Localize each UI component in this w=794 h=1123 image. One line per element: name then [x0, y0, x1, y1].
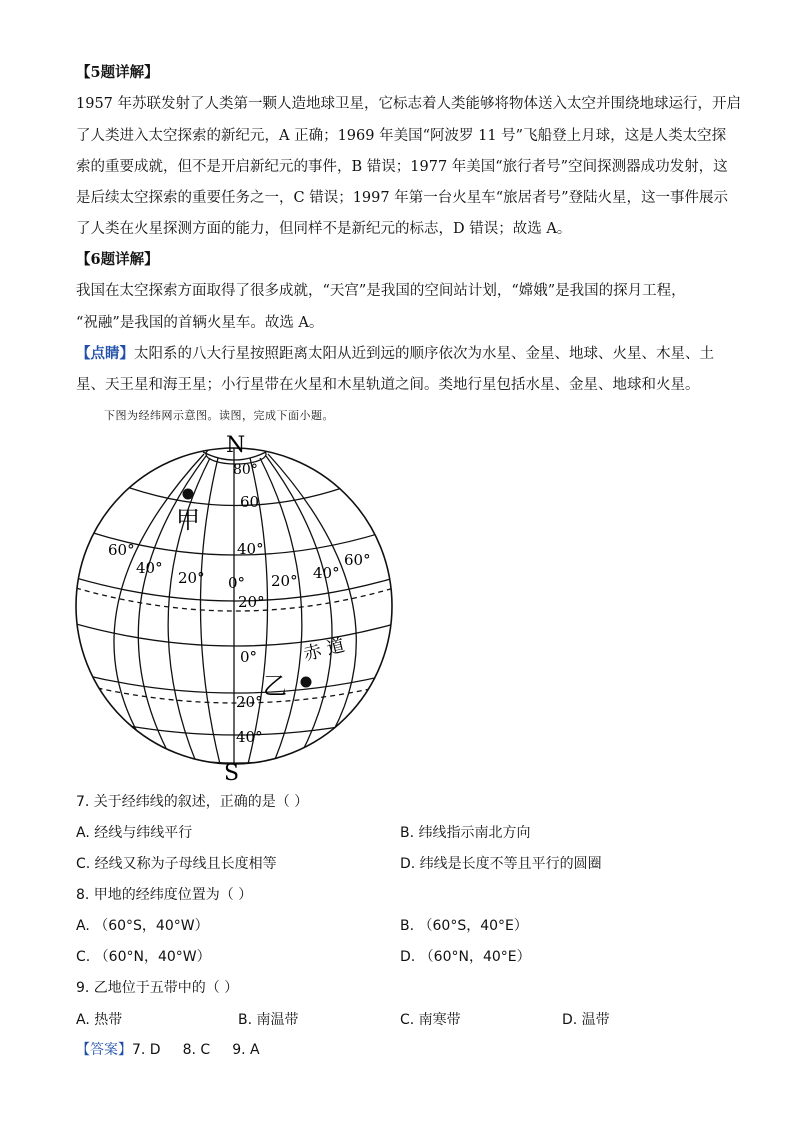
lat-label: 40°: [236, 728, 263, 746]
question-7-option-b[interactable]: B. 纬线指示南北方向: [400, 825, 531, 841]
question-8-option-a[interactable]: A. （60°S，40°W）: [76, 918, 209, 934]
question-9-option-c[interactable]: C. 南寒带: [400, 1012, 461, 1028]
figure-caption: 下图为经纬网示意图。读图，完成下面小题。: [104, 409, 334, 422]
question-7-option-a[interactable]: A. 经线与纬线平行: [76, 825, 193, 841]
lon-label: 60°: [108, 541, 135, 559]
point-yi-marker: [301, 677, 312, 688]
lon-label: 0°: [228, 574, 246, 592]
point-jia-marker: [183, 489, 194, 500]
question-9-stem: 9. 乙地位于五带中的（ ）: [76, 980, 239, 996]
equator-label: 赤 道: [301, 634, 347, 666]
question-8-option-d[interactable]: D. （60°N，40°E）: [400, 949, 531, 965]
explain5-heading: 【5题详解】: [76, 64, 159, 81]
question-7-option-c[interactable]: C. 经线又称为子母线且长度相等: [76, 856, 277, 872]
lat-label: 40°: [237, 540, 264, 558]
answer-item: 7. D: [132, 1042, 161, 1058]
answer-item: 8. C: [182, 1042, 211, 1058]
point-jia-label: 甲: [176, 506, 200, 534]
answer-item: 9. A: [232, 1042, 260, 1058]
question-9-option-a[interactable]: A. 热带: [76, 1012, 123, 1028]
explain5-line: 了人类进入太空探索的新纪元，A 正确；1969 年美国“阿波罗 11 号”飞船登上月球，这是人类太空探: [76, 128, 727, 144]
lon-label: 20°: [271, 572, 298, 590]
answer-tag: 【答案】: [76, 1042, 132, 1058]
north-label: N: [226, 433, 246, 458]
lat-label: 0°: [240, 648, 258, 666]
lon-label: 60°: [344, 551, 371, 569]
question-8-stem: 8. 甲地的经纬度位置为（ ）: [76, 887, 253, 903]
lon-label: 40°: [136, 559, 163, 577]
dianjing-tag: 【点睛】: [76, 345, 134, 362]
dianjing-text: 太阳系的八大行星按照距离太阳从近到远的顺序依次为水星、金星、地球、火星、木星、土: [134, 346, 714, 362]
explain6-line: “祝融”是我国的首辆火星车。故选 A。: [76, 315, 324, 331]
explain5-line: 了人类在火星探测方面的能力，但同样不是新纪元的标志，D 错误；故选 A。: [76, 221, 572, 237]
lat-label: 20°: [238, 593, 265, 611]
question-7-option-d[interactable]: D. 纬线是长度不等且平行的圆圈: [400, 856, 602, 872]
dianjing-line: [76, 344, 714, 364]
lon-label: 20°: [178, 569, 205, 587]
dianjing-line: 星、天王星和海王星；小行星带在火星和木星轨道之间。类地行星包括水星、金星、地球和火星。: [76, 377, 700, 393]
lat-label: 20°: [236, 693, 263, 711]
answer-line: [76, 1040, 260, 1060]
south-label: S: [224, 761, 240, 786]
point-yi-label: 乙: [263, 672, 287, 700]
explain6-line: 我国在太空探索方面取得了很多成就，“天宫”是我国的空间站计划，“嫦娥”是我国的探月工程，: [76, 283, 686, 299]
lat-label: 60: [240, 493, 260, 511]
question-9-option-b[interactable]: B. 南温带: [238, 1012, 299, 1028]
explain5-line: 索的重要成就，但不是开启新纪元的事件，B 错误；1977 年美国“旅行者号”空间探测器成功发射，这: [76, 159, 728, 175]
equator-line: [76, 624, 394, 646]
explain5-line: 1957 年苏联发射了人类第一颗人造地球卫星，它标志着人类能够将物体送入太空并围绕地球运行，开启: [76, 96, 742, 112]
lat-label: 80°: [233, 462, 258, 478]
graticule-globe-figure: [70, 428, 400, 788]
question-7-stem: 7. 关于经纬线的叙述，正确的是（ ）: [76, 794, 309, 810]
question-9-option-d[interactable]: D. 温带: [562, 1012, 610, 1028]
globe-lines: [76, 444, 394, 764]
question-8-option-c[interactable]: C. （60°N，40°W）: [76, 949, 211, 965]
explain5-line: 是后续太空探索的重要任务之一，C 错误；1997 年第一台火星车“旅居者号”登陆火星，这一事件展示: [76, 190, 729, 206]
lon-label: 40°: [313, 564, 340, 582]
question-8-option-b[interactable]: B. （60°S，40°E）: [400, 918, 528, 934]
explain6-heading: 【6题详解】: [76, 251, 159, 268]
